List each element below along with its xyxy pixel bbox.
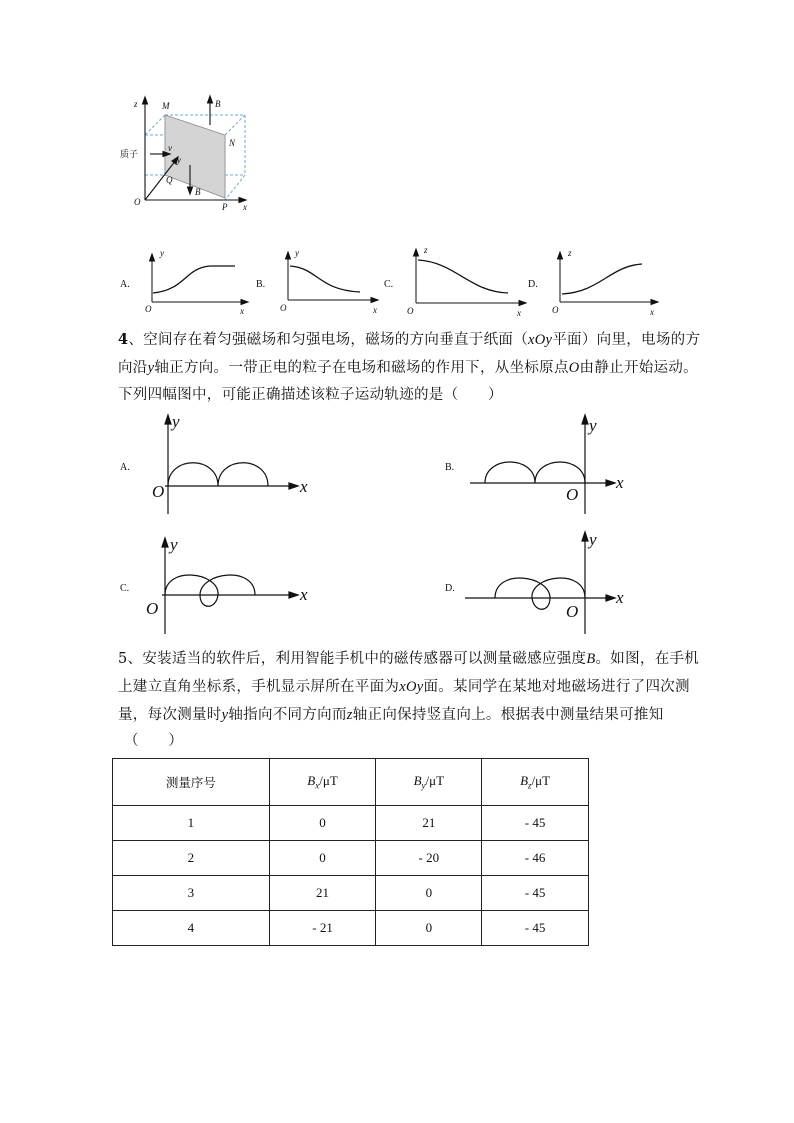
table-cell: 0: [376, 876, 482, 911]
table-cell: - 20: [376, 841, 482, 876]
table-cell: - 46: [482, 841, 589, 876]
q4-A-x-label: x: [300, 477, 308, 496]
q4-B-x-label: x: [616, 473, 624, 492]
fig-label-x: x: [243, 202, 247, 212]
table-header-cell: $B_y/\mu T$: [376, 759, 482, 806]
q4-option-A-graph: [165, 415, 298, 514]
table-cell: 0: [376, 911, 482, 946]
table-cell: 21: [269, 876, 376, 911]
q5-text: 上建立直角坐标系，手机显示屏所在平面为: [118, 679, 400, 695]
q4-option-C-graph: [162, 538, 298, 634]
q5-line-2: [118, 673, 690, 702]
q3-option-A-letter: A.: [120, 279, 130, 290]
q4-B-y-label: y: [589, 416, 597, 435]
q3-B-x-label: x: [373, 305, 377, 315]
table-row: [113, 806, 589, 841]
q4-math: xOy: [528, 332, 553, 348]
fig-label-N: N: [229, 138, 236, 148]
fig-label-O: O: [134, 197, 141, 207]
q4-math: O: [568, 360, 580, 376]
q5-text: 轴正向保持竖直向上。根据表中测量结果可推知: [352, 707, 664, 723]
q5-text: 轴指向不同方向而: [228, 707, 347, 723]
q3-option-D-letter: D.: [528, 279, 538, 290]
table-cell: 1: [113, 806, 270, 841]
q3-D-x-label: x: [650, 307, 654, 317]
q4-C-origin: O: [146, 599, 159, 618]
q4-option-C-letter: C.: [120, 583, 130, 594]
q3-B-y-label: y: [295, 248, 299, 258]
table-cell: 0: [269, 806, 376, 841]
table-header-cell: $B_z/\mu T$: [482, 759, 589, 806]
fig-label-B-top: B: [215, 99, 221, 109]
q5-math: z: [346, 707, 353, 723]
table-cell: 2: [113, 841, 270, 876]
q4-text: 、空间存在着匀强磁场和匀强电场，磁场的方向垂直于纸面（: [128, 332, 528, 348]
fig-label-P: P: [222, 202, 228, 212]
q3-C-z-label: z: [424, 245, 428, 255]
q3-A-x-label: x: [240, 306, 244, 316]
fig-label-M: M: [162, 101, 170, 111]
q4-text: 轴正方向。一带正电的粒子在电场和磁场的作用下，从坐标原点: [154, 360, 569, 376]
table-cell: 4: [113, 911, 270, 946]
fig-label-y: y: [177, 155, 181, 165]
table-cell: 3: [113, 876, 270, 911]
table-row: [113, 911, 589, 946]
q4-text: 平面）向里，电场的方: [552, 332, 701, 348]
q3-C-x-label: x: [517, 308, 521, 318]
q3-A-y-label: y: [160, 248, 164, 258]
table-header-row: [113, 759, 589, 806]
q4-option-A-letter: A.: [120, 462, 130, 473]
q5-text: 5、安装适当的软件后，利用智能手机中的磁传感器可以测量磁感应强度: [118, 651, 587, 667]
q4-B-origin: O: [566, 485, 579, 504]
table-cell: - 45: [482, 911, 589, 946]
table-cell: - 45: [482, 806, 589, 841]
q3-option-C-letter: C.: [384, 279, 394, 290]
q4-C-x-label: x: [300, 585, 308, 604]
table-header-cell: $B_x/\mu T$: [269, 759, 376, 806]
fig-label-v: v: [168, 143, 172, 153]
q3-B-origin: O: [280, 303, 287, 313]
q4-A-origin: O: [152, 482, 165, 501]
q4-line-3: 下列四幅图中，可能正确描述该粒子运动轨迹的是（ ）: [118, 387, 503, 403]
q4-number: 4: [118, 331, 129, 348]
table-cell: 21: [376, 806, 482, 841]
q4-A-y-label: y: [172, 412, 180, 431]
table-row: [113, 841, 589, 876]
table-cell: 0: [269, 841, 376, 876]
q5-line-3: [118, 701, 664, 730]
fig-label-proton: 质子: [120, 149, 139, 159]
q4-C-y-label: y: [170, 535, 178, 554]
q4-option-B-letter: B.: [445, 462, 455, 473]
q3-D-origin: O: [552, 305, 559, 315]
fig-label-Q: Q: [166, 175, 173, 185]
table-row: [113, 876, 589, 911]
q5-line-4: （ ）: [124, 733, 184, 749]
q3-D-z-label: z: [568, 248, 572, 258]
table-cell: - 45: [482, 876, 589, 911]
table-cell: - 21: [269, 911, 376, 946]
q4-D-y-label: y: [589, 530, 597, 549]
q5-line-1: [118, 645, 699, 674]
q4-text: 由静止开始运动。: [579, 360, 698, 376]
q5-math: y: [221, 707, 229, 723]
q5-text: 量，每次测量时: [118, 707, 222, 723]
q4-text: 向沿: [118, 360, 148, 376]
q4-D-origin: O: [566, 602, 579, 621]
q5-text: 面。某同学在某地对地磁场进行了四次测: [423, 679, 690, 695]
q5-math: B: [586, 651, 596, 667]
q4-math: y: [147, 360, 155, 376]
q4-D-x-label: x: [616, 588, 624, 607]
measurement-table: [112, 758, 589, 946]
q5-math: xOy: [399, 679, 424, 695]
q3-A-origin: O: [145, 304, 152, 314]
table-header-cell: 测量序号: [113, 759, 270, 806]
fig-label-z: z: [134, 99, 138, 109]
q3-option-B-letter: B.: [256, 279, 266, 290]
fig-label-B-bottom: B: [195, 187, 201, 197]
q4-option-D-letter: D.: [445, 583, 455, 594]
q3-C-origin: O: [407, 306, 414, 316]
q5-text: 。如图，在手机: [595, 651, 700, 667]
